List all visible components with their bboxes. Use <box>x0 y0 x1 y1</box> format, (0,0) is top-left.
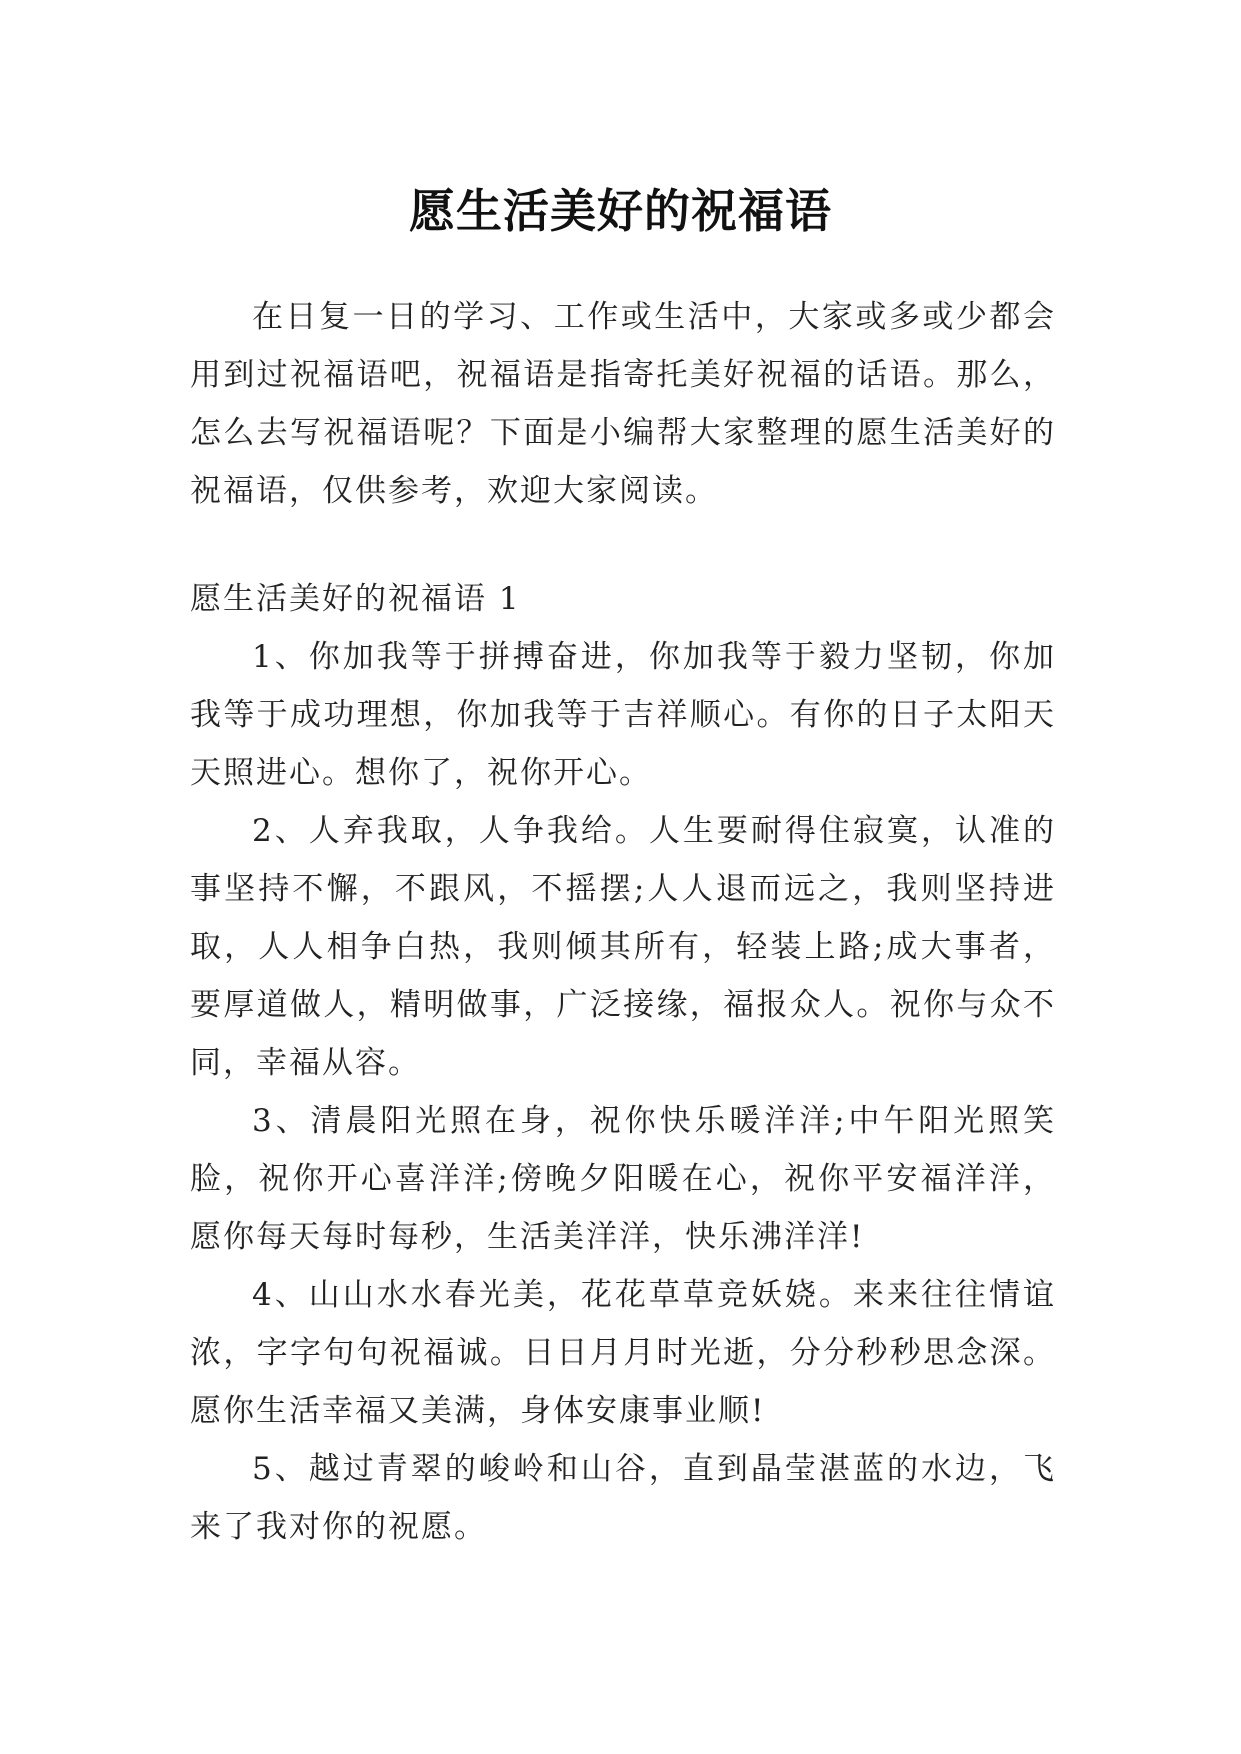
blessing-item-3: 3、清晨阳光照在身，祝你快乐暖洋洋;中午阳光照笑脸，祝你开心喜洋洋;傍晚夕阳暖在心，祝你平安福洋洋，愿你每天每时每秒，生活美洋洋，快乐沸洋洋! <box>190 1103 1056 1255</box>
document-body <box>190 288 1056 1556</box>
document-title: 愿生活美好的祝福语 <box>409 183 832 238</box>
blessing-item-2: 2、人弃我取，人争我给。人生要耐得住寂寞，认准的事坚持不懈，不跟风，不摇摆;人人退而远之，我则坚持进取，人人相争白热，我则倾其所有，轻装上路;成大事者，要厚道做人，精明做事，广泛接缘，福报众人。祝你与众不同，幸福从容。 <box>190 813 1056 1081</box>
blessing-item-1: 1、你加我等于拼搏奋进，你加我等于毅力坚韧，你加我等于成功理想，你加我等于吉祥顺心。有你的日子太阳天天照进心。想你了，祝你开心。 <box>190 639 1056 791</box>
section-heading: 愿生活美好的祝福语 1 <box>190 581 521 617</box>
blessing-item-5: 5、越过青翠的峻岭和山谷，直到晶莹湛蓝的水边，飞来了我对你的祝愿。 <box>190 1451 1056 1545</box>
intro-paragraph: 在日复一日的学习、工作或生活中，大家或多或少都会用到过祝福语吧，祝福语是指寄托美好祝福的话语。那么，怎么去写祝福语呢？下面是小编帮大家整理的愿生活美好的祝福语，仅供参考，欢迎大家阅读。 <box>190 299 1056 509</box>
blessing-item-4: 4、山山水水春光美，花花草草竞妖娆。来来往往情谊浓，字字句句祝福诚。日日月月时光逝，分分秒秒思念深。愿你生活幸福又美满，身体安康事业顺! <box>190 1277 1056 1429</box>
